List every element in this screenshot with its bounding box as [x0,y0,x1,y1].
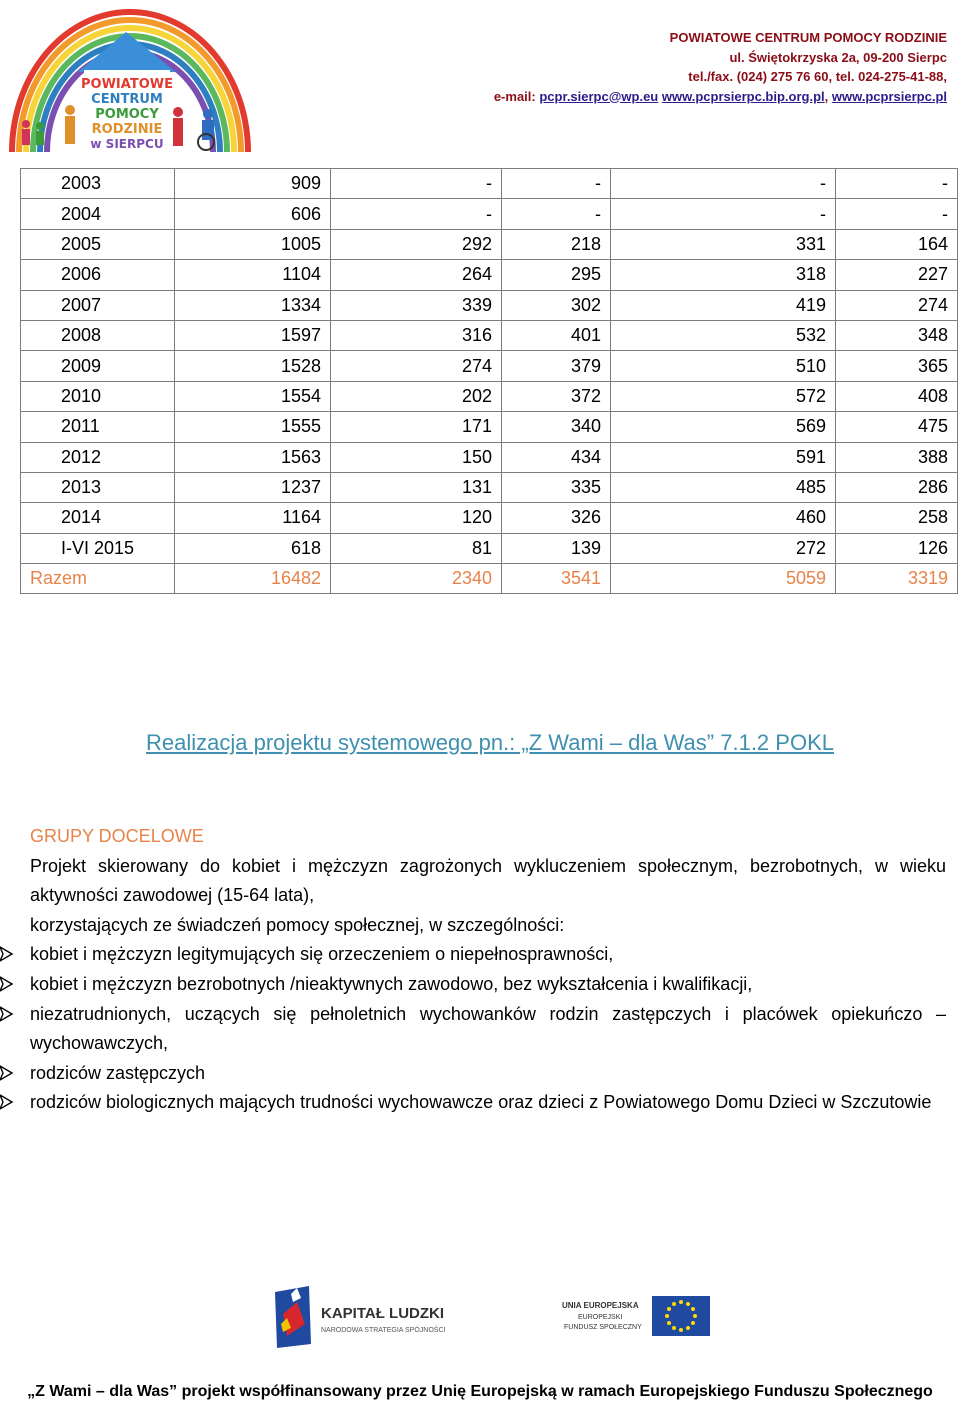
statistics-table [20,168,958,594]
value-cell: 1528 [175,351,331,381]
value-cell: 272 [611,533,836,563]
value-cell: - [836,169,958,199]
email-link[interactable]: pcpr.sierpc@wp.eu [539,88,659,104]
value-cell: 591 [611,442,836,472]
row-label-cell: 2013 [21,472,175,502]
logo-line: POWIATOWE [81,77,173,92]
target-groups-section [30,822,946,1118]
value-cell: 532 [611,320,836,350]
footer-note: „Z Wami – dla Was” projekt współfinansowany przez Unię Europejską w ramach Europejskiego Funduszu Społecznego [27,1383,933,1400]
value-cell: 302 [502,290,611,320]
value-cell: 1237 [175,472,331,502]
arrow-bullet-icon [0,1064,14,1082]
list-item [30,970,946,1000]
logo-line: w SIERPCU [90,137,164,151]
value-cell: - [331,169,502,199]
eu-line: FUNDUSZ SPOŁECZNY [564,1324,642,1331]
arrow-bullet-icon [0,1093,14,1111]
org-phone: tel./fax. (024) 275 76 60, tel. 024-275-41-88, [688,69,947,84]
table-row [21,320,958,350]
arrow-bullet-icon [0,1005,14,1023]
arrow-bullet-icon [0,945,14,963]
value-cell: 339 [331,290,502,320]
intro-paragraph: Projekt skierowany do kobiet i mężczyzn zagrożonych wykluczeniem społecznym, bezrobotnych, w wieku aktywności zawodowej (15-64 lata), [30,855,946,906]
value-cell: 618 [175,533,331,563]
row-label-cell: 2003 [21,169,175,199]
value-cell: 126 [836,533,958,563]
value-cell: - [502,169,611,199]
value-cell: 1563 [175,442,331,472]
table-row [21,472,958,502]
value-cell: 348 [836,320,958,350]
kl-subtitle: NARODOWA STRATEGIA SPÓJNOŚCI [321,1327,446,1334]
value-cell: 475 [836,412,958,442]
link-separator: , [824,88,829,104]
value-cell: - [502,199,611,229]
value-cell: 340 [502,412,611,442]
value-cell: 365 [836,351,958,381]
value-cell: 274 [331,351,502,381]
list-item [30,1088,946,1118]
row-label-cell: 2011 [21,412,175,442]
list-item-text: kobiet i mężczyzn bezrobotnych /nieaktywnych zawodowo, bez wykształcenia i kwalifikacji, [30,973,753,994]
row-label-cell: 2007 [21,290,175,320]
value-cell: 510 [611,351,836,381]
value-cell: 286 [836,472,958,502]
groups-heading: GRUPY DOCELOWE [30,826,204,846]
value-cell: 3541 [502,564,611,594]
value-cell: 1005 [175,229,331,259]
logo-line: POMOCY [95,107,159,122]
value-cell: 202 [331,381,502,411]
value-cell: 434 [502,442,611,472]
eu-line: EUROPEJSKI [578,1314,623,1321]
row-label-cell: 2005 [21,229,175,259]
project-title: Realizacja projektu systemowego pn.: „Z Wami – dla Was” 7.1.2 POKL [146,730,834,755]
value-cell: 419 [611,290,836,320]
list-item [30,1000,946,1059]
row-label-cell: 2010 [21,381,175,411]
value-cell: 3319 [836,564,958,594]
value-cell: 606 [175,199,331,229]
value-cell: 274 [836,290,958,320]
value-cell: 171 [331,412,502,442]
table-total-row [21,564,958,594]
value-cell: 372 [502,381,611,411]
value-cell: 1597 [175,320,331,350]
value-cell: 218 [502,229,611,259]
value-cell: 379 [502,351,611,381]
value-cell: 318 [611,260,836,290]
arrow-bullet-icon [0,975,14,993]
value-cell: 264 [331,260,502,290]
value-cell: 316 [331,320,502,350]
value-cell: 1555 [175,412,331,442]
row-label-cell: 2006 [21,260,175,290]
table-row [21,199,958,229]
value-cell: 335 [502,472,611,502]
value-cell: 295 [502,260,611,290]
value-cell: 909 [175,169,331,199]
value-cell: 460 [611,503,836,533]
value-cell: 485 [611,472,836,502]
row-label-cell: 2004 [21,199,175,229]
table-row [21,351,958,381]
value-cell: 388 [836,442,958,472]
value-cell: 1104 [175,260,331,290]
row-label-cell: Razem [21,564,175,594]
value-cell: 408 [836,381,958,411]
list-item-text: kobiet i mężczyzn legitymujących się orzeczeniem o niepełnosprawności, [30,944,614,965]
table-row [21,229,958,259]
row-label-cell: I-VI 2015 [21,533,175,563]
list-item [30,1059,946,1089]
logo-line: RODZINIE [91,122,163,137]
value-cell: 326 [502,503,611,533]
list-item [30,940,946,970]
value-cell: 1554 [175,381,331,411]
value-cell: 1334 [175,290,331,320]
kapital-ludzki-logo [273,1284,469,1350]
org-address: ul. Świętokrzyska 2a, 09-200 Sierpc [729,49,947,65]
value-cell: 1164 [175,503,331,533]
table-row [21,503,958,533]
table-row [21,533,958,563]
list-item-text: rodziców zastępczych [30,1062,206,1083]
org-name: POWIATOWE CENTRUM POMOCY RODZINIE [669,30,947,45]
logo-line: CENTRUM [91,92,163,107]
table-row [21,442,958,472]
org-info [494,28,947,106]
value-cell: 331 [611,229,836,259]
value-cell: - [611,199,836,229]
value-cell: 150 [331,442,502,472]
website-link[interactable]: www.pcprsierpc.pl [831,88,947,104]
value-cell: 572 [611,381,836,411]
row-label-cell: 2009 [21,351,175,381]
value-cell: - [611,169,836,199]
table-row [21,260,958,290]
value-cell: - [331,199,502,229]
org-contacts [494,87,947,107]
value-cell: 258 [836,503,958,533]
table-row [21,412,958,442]
kl-title: KAPITAŁ LUDZKI [321,1305,445,1322]
table-row [21,381,958,411]
value-cell: 164 [836,229,958,259]
list-item-text: niezatrudnionych, uczących się pełnoletnich wychowanków rodzin zastępczych i placówek opiekuńczo – wychowawczych, [30,1003,946,1054]
value-cell: 16482 [175,564,331,594]
list-item-text: rodziców biologicznych mających trudności wychowawcze oraz dzieci z Powiatowego Domu Dzieci w Szczutowie [30,1092,932,1113]
intro-paragraph-2: korzystających ze świadczeń pomocy społecznej, w szczególności: [30,914,565,935]
value-cell: 131 [331,472,502,502]
value-cell: 292 [331,229,502,259]
value-cell: - [836,199,958,229]
row-label-cell: 2008 [21,320,175,350]
value-cell: 5059 [611,564,836,594]
table-row [21,290,958,320]
value-cell: 401 [502,320,611,350]
table-row [21,169,958,199]
target-groups-list [30,940,946,1118]
value-cell: 2340 [331,564,502,594]
pcpr-logo [2,2,252,154]
value-cell: 569 [611,412,836,442]
row-label-cell: 2014 [21,503,175,533]
email-label: e-mail: [493,88,536,104]
bip-link[interactable]: www.pcprsierpc.bip.org.pl [661,88,825,104]
value-cell: 120 [331,503,502,533]
value-cell: 81 [331,533,502,563]
value-cell: 227 [836,260,958,290]
eu-line: UNIA EUROPEJSKA [562,1301,639,1310]
value-cell: 139 [502,533,611,563]
eu-logo [560,1292,712,1344]
row-label-cell: 2012 [21,442,175,472]
